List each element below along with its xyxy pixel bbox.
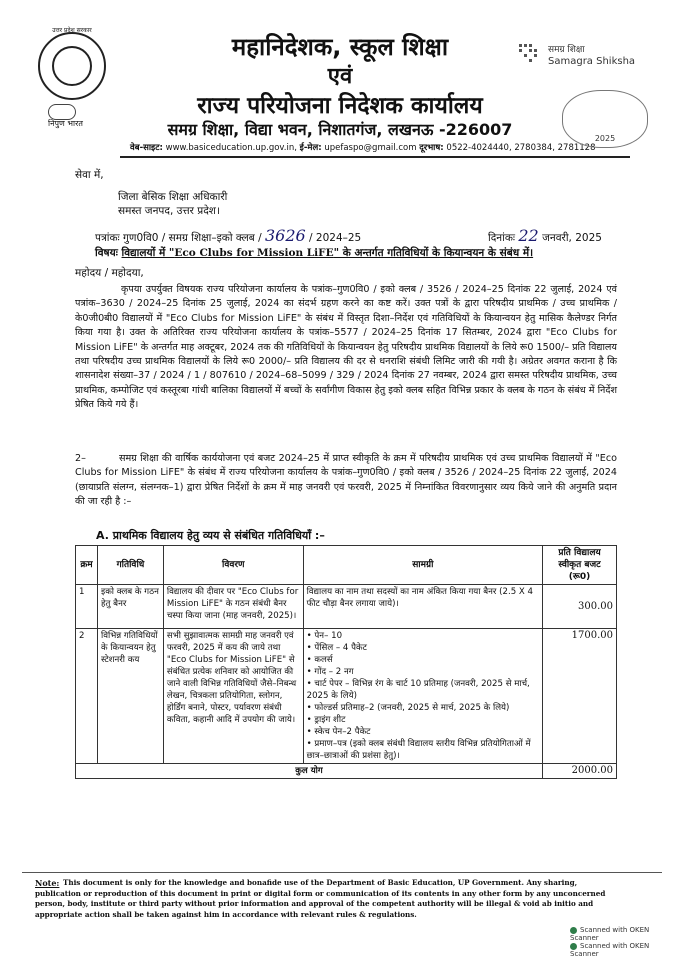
samagra-shiksha-english: Samagra Shiksha	[548, 56, 636, 67]
row2-activity: विभिन्न गतिविधियों के कियान्वयन हेतु स्टेशनरी कय	[97, 629, 163, 764]
salutation: सेवा में,	[75, 169, 104, 181]
material-item: • स्केच पेन–2 पैकेट	[306, 727, 371, 737]
row1-description: विद्यालय की दीवार पर "Eco Clubs for Mission LiFE" के गठन संबंधी बैनर चस्पा किया जाना (माह जनवरी, 2025)।	[163, 585, 303, 629]
office-title-line3: राज्य परियोजना निदेशक कार्यालय	[197, 93, 483, 119]
material-item: • फोल्डर्स प्रतिमाह–2 (जनवरी, 2025 से मार्च, 2025 के लिये)	[306, 703, 510, 713]
subject-label: विषयः	[95, 247, 118, 259]
row2-materials-list	[303, 629, 542, 764]
total-budget: 2000.00	[543, 764, 617, 779]
subject-en: Eco Clubs for Mission LiFE	[174, 247, 334, 259]
reference-number	[95, 226, 361, 245]
table-row	[76, 585, 617, 629]
material-item: • ड्राइंग शीट	[306, 715, 346, 725]
website-link[interactable]: www.basiceducation.up.gov.in,	[165, 143, 297, 153]
recipient-line1: जिला बेसिक शिक्षा अधिकारी	[118, 191, 228, 203]
row1-activity: इको क्लब के गठन हेतु बैनर	[97, 585, 163, 629]
section-a-heading: A. प्राथमिक विद्यालय हेतु व्यय से संबंधित गतिविधियाँ :–	[96, 529, 325, 542]
office-address: समग्र शिक्षा, विद्या भवन, निशातगंज, लखनऊ -226007	[167, 120, 513, 139]
phone-numbers: 0522-4024440, 2780384, 2781128	[446, 143, 596, 153]
table-header-row	[76, 546, 617, 585]
header-sn: क्रम	[76, 546, 98, 585]
header-divider	[120, 156, 630, 158]
subject-post: " के अन्तर्गत गतिविधियों के कियान्वयन के संबंध में।	[333, 247, 534, 259]
scanner-watermark-2: Scanned with OKEN Scanner	[570, 942, 650, 958]
subject-pre: विद्यालयों में "	[121, 247, 175, 259]
header-budget: प्रति विद्यालय स्वीकृत बजट (रू0)	[543, 546, 617, 585]
letter-date	[488, 226, 602, 245]
phone-label: दूरभाष:	[419, 143, 444, 153]
scanner-logo-icon	[570, 943, 577, 950]
paragraph-2: समग्र शिक्षा की वार्षिक कार्ययोजना एवं बजट 2024–25 में प्राप्त स्वीकृति के क्रम में परिषदीय प्राथमिक एवं उच्च प्राथमिक विद्यालयों में "Eco Clubs for Mission LiFE" के संबंध में राज्य परियोजना कार्यालय के पत्रांक–गुण0वि0 / इको क्लब / 3526 / 2024–25 दिनांक 22 जुलाई, 2024 (छायाप्रति संलग्न, संलग्नक–1) द्वारा प्रेषित निर्देशों के क्रम में माह जनवरी एवं फरवरी, 2025 में निम्नांकित विवरणानुसार व्यय किये जाने की अनुमति प्रदान की जा रही है :–	[75, 453, 617, 508]
contact-line	[130, 142, 595, 153]
date-rest: जनवरी, 2025	[542, 232, 602, 244]
email-label: ई-मेल:	[299, 143, 322, 153]
table-row	[76, 629, 617, 764]
event-badge-icon	[562, 90, 648, 148]
row1-budget: 300.00	[543, 585, 617, 629]
note-label: Note:	[35, 878, 60, 888]
greeting: महोदय / महोदया,	[75, 267, 144, 279]
note-text: This document is only for the knowledge and bonafide use of the Department of Basic Education, UP Government. Any sharing, publication or reproduction of this document in print or digital form or communication of its contents in any other form by any unconcerned person, body, institute or third party without prior information and approval of the competent authority will be illegal & void ab initio and appropriate action shall be taken against him in accordance with relevant rules & regulations.	[35, 878, 606, 919]
subject-line	[95, 246, 533, 260]
paragraph-1: कृपया उपर्युक्त विषयक राज्य परियोजना कार्यालय के पत्रांक–गुण0वि0 / इको क्लब / 3526 / 2024–25 दिनांक 22 जुलाई, 2024 एवं पत्रांक–3630 / 2024–25 दिनांक 25 जुलाई, 2024 का संदर्भ ग्रहण करने का कष्ट करें। उक्त पत्रों के द्वारा परिषदीय प्राथमिक / उच्च प्राथमिक / के0जी0बी0 विद्यालयों में "Eco Clubs for Mission LiFE" के संबंध में विस्तृत दिशा–निर्देश एवं गतिविधियों के कियान्वयन हेतु मासिक कैलेण्डर निर्गत किया गया है। उक्त के अतिरिक्त राज्य परियोजना कार्यालय के पत्रांक–5577 / 2024–25 दिनांक 17 सितम्बर, 2024 द्वारा "Eco Clubs for Mission LiFE" के अन्तर्गत माह अक्टूबर, 2024 तक की गतिविधियों के कियान्वयन हेतु परिषदीय प्राथमिक विद्यालयों के लिये रू0 1500/– प्रति विद्यालय तथा परिषदीय उच्च प्राथमिक विद्यालयों के लिये रू0 2000/– प्रति विद्यालय की दर से धनराशि संबंधी लिमिट जारी की गयी है। अग्रेतर अवगत कराना है कि शासनादेश संख्या–37 / 2024 / 1 / 807610 / 2024–68–5099 / 329 / 2024 दिनांक 27 नवम्बर, 2024 द्वारा समस्त परिषदीय प्राथमिक, उच्च प्राथमिक, कम्पोजिट एवं कस्तूरबा गांधी बालिका विद्यालयों में बच्चों के सर्वांगीण विकास हेतु इको क्लब सहित विभिन्न प्रकार के क्लब के गठन के संबंध में निर्देश प्रेषित किये गये हैं।	[75, 284, 617, 411]
recipient-line2: समस्त जनपद, उत्तर प्रदेश।	[118, 205, 220, 217]
scanner-logo-icon	[570, 927, 577, 934]
email-link[interactable]: upefaspo@gmail.com	[324, 143, 417, 153]
row1-material: विद्यालय का नाम तथा सदस्यों का नाम अंकित किया गया बैनर (2.5 X 4 फीट चौड़ा बैनर लगाया जाये)।	[303, 585, 542, 629]
ref-prefix: पत्रांकः गुण0वि0 / समग्र शिक्षा–इको क्लब /	[95, 232, 262, 244]
material-item: • कलर्स	[306, 655, 333, 665]
header-activity: गतिविधि	[97, 546, 163, 585]
samagra-shiksha-hindi: समग्र शिक्षा	[548, 45, 585, 55]
footer-divider	[22, 872, 662, 873]
material-item: • गोंद – 2 नग	[306, 667, 354, 677]
activity-budget-table	[75, 545, 617, 779]
samagra-shiksha-logo-icon	[517, 42, 541, 66]
paragraph-2-number: 2–	[75, 453, 86, 464]
badge-year: 2025	[594, 134, 616, 143]
header-description: विवरण	[163, 546, 303, 585]
row1-sn: 1	[76, 585, 98, 629]
header-material: सामग्री	[303, 546, 542, 585]
date-day-handwritten: 22	[518, 226, 539, 245]
nipun-bharat-label: निपुण भारत	[48, 119, 83, 128]
scanner-watermark-1: Scanned with OKEN Scanner	[570, 926, 650, 942]
website-label: वेब-साइट:	[130, 143, 163, 153]
material-item: • चार्ट पेपर – विभिन्न रंग के चार्ट 10 प्रतिमाह (जनवरी, 2025 से मार्च, 2025 के लिये)	[306, 679, 530, 701]
row2-description: सभी सुझावात्मक सामग्री माह जनवरी एवं फरवरी, 2025 में कय की जाये तथा "Eco Clubs for Mission LiFE" से संबंधित प्रत्येक शनिवार को आयोजित की जाने वाली विभिन्न गतिविधियों जैसे–निबन्ध लेखन, चित्रकला प्रतियोगिता, स्लोगन, होर्डिंग बनाने, पोस्टर, पर्यावरण संबंधी कविता, कहानी आदि में उपयोग की जाये।	[163, 629, 303, 764]
ref-suffix: / 2024–25	[309, 232, 362, 244]
material-item: • पेन– 10	[306, 631, 343, 641]
material-item: • पेंसिल – 4 पैकेट	[306, 643, 367, 653]
row2-sn: 2	[76, 629, 98, 764]
office-title-line1: महानिदेशक, स्कूल शिक्षा	[231, 33, 449, 61]
material-item: • प्रमाण–पत्र (इको क्लब संबंधी विद्यालय स्तरीय विभिन्न प्रतियोगिताओं में छात्र–छात्राओं की प्रशंसा हेतु)।	[306, 739, 531, 761]
date-label: दिनांकः	[488, 232, 516, 244]
seal-text: उत्तर प्रदेश सरकार	[52, 27, 92, 34]
office-title-line2: एवं	[327, 64, 353, 89]
total-label: कुल योग	[76, 764, 543, 779]
ref-number-handwritten: 3626	[264, 226, 306, 245]
row2-budget: 1700.00	[543, 629, 617, 764]
table-total-row	[76, 764, 617, 779]
